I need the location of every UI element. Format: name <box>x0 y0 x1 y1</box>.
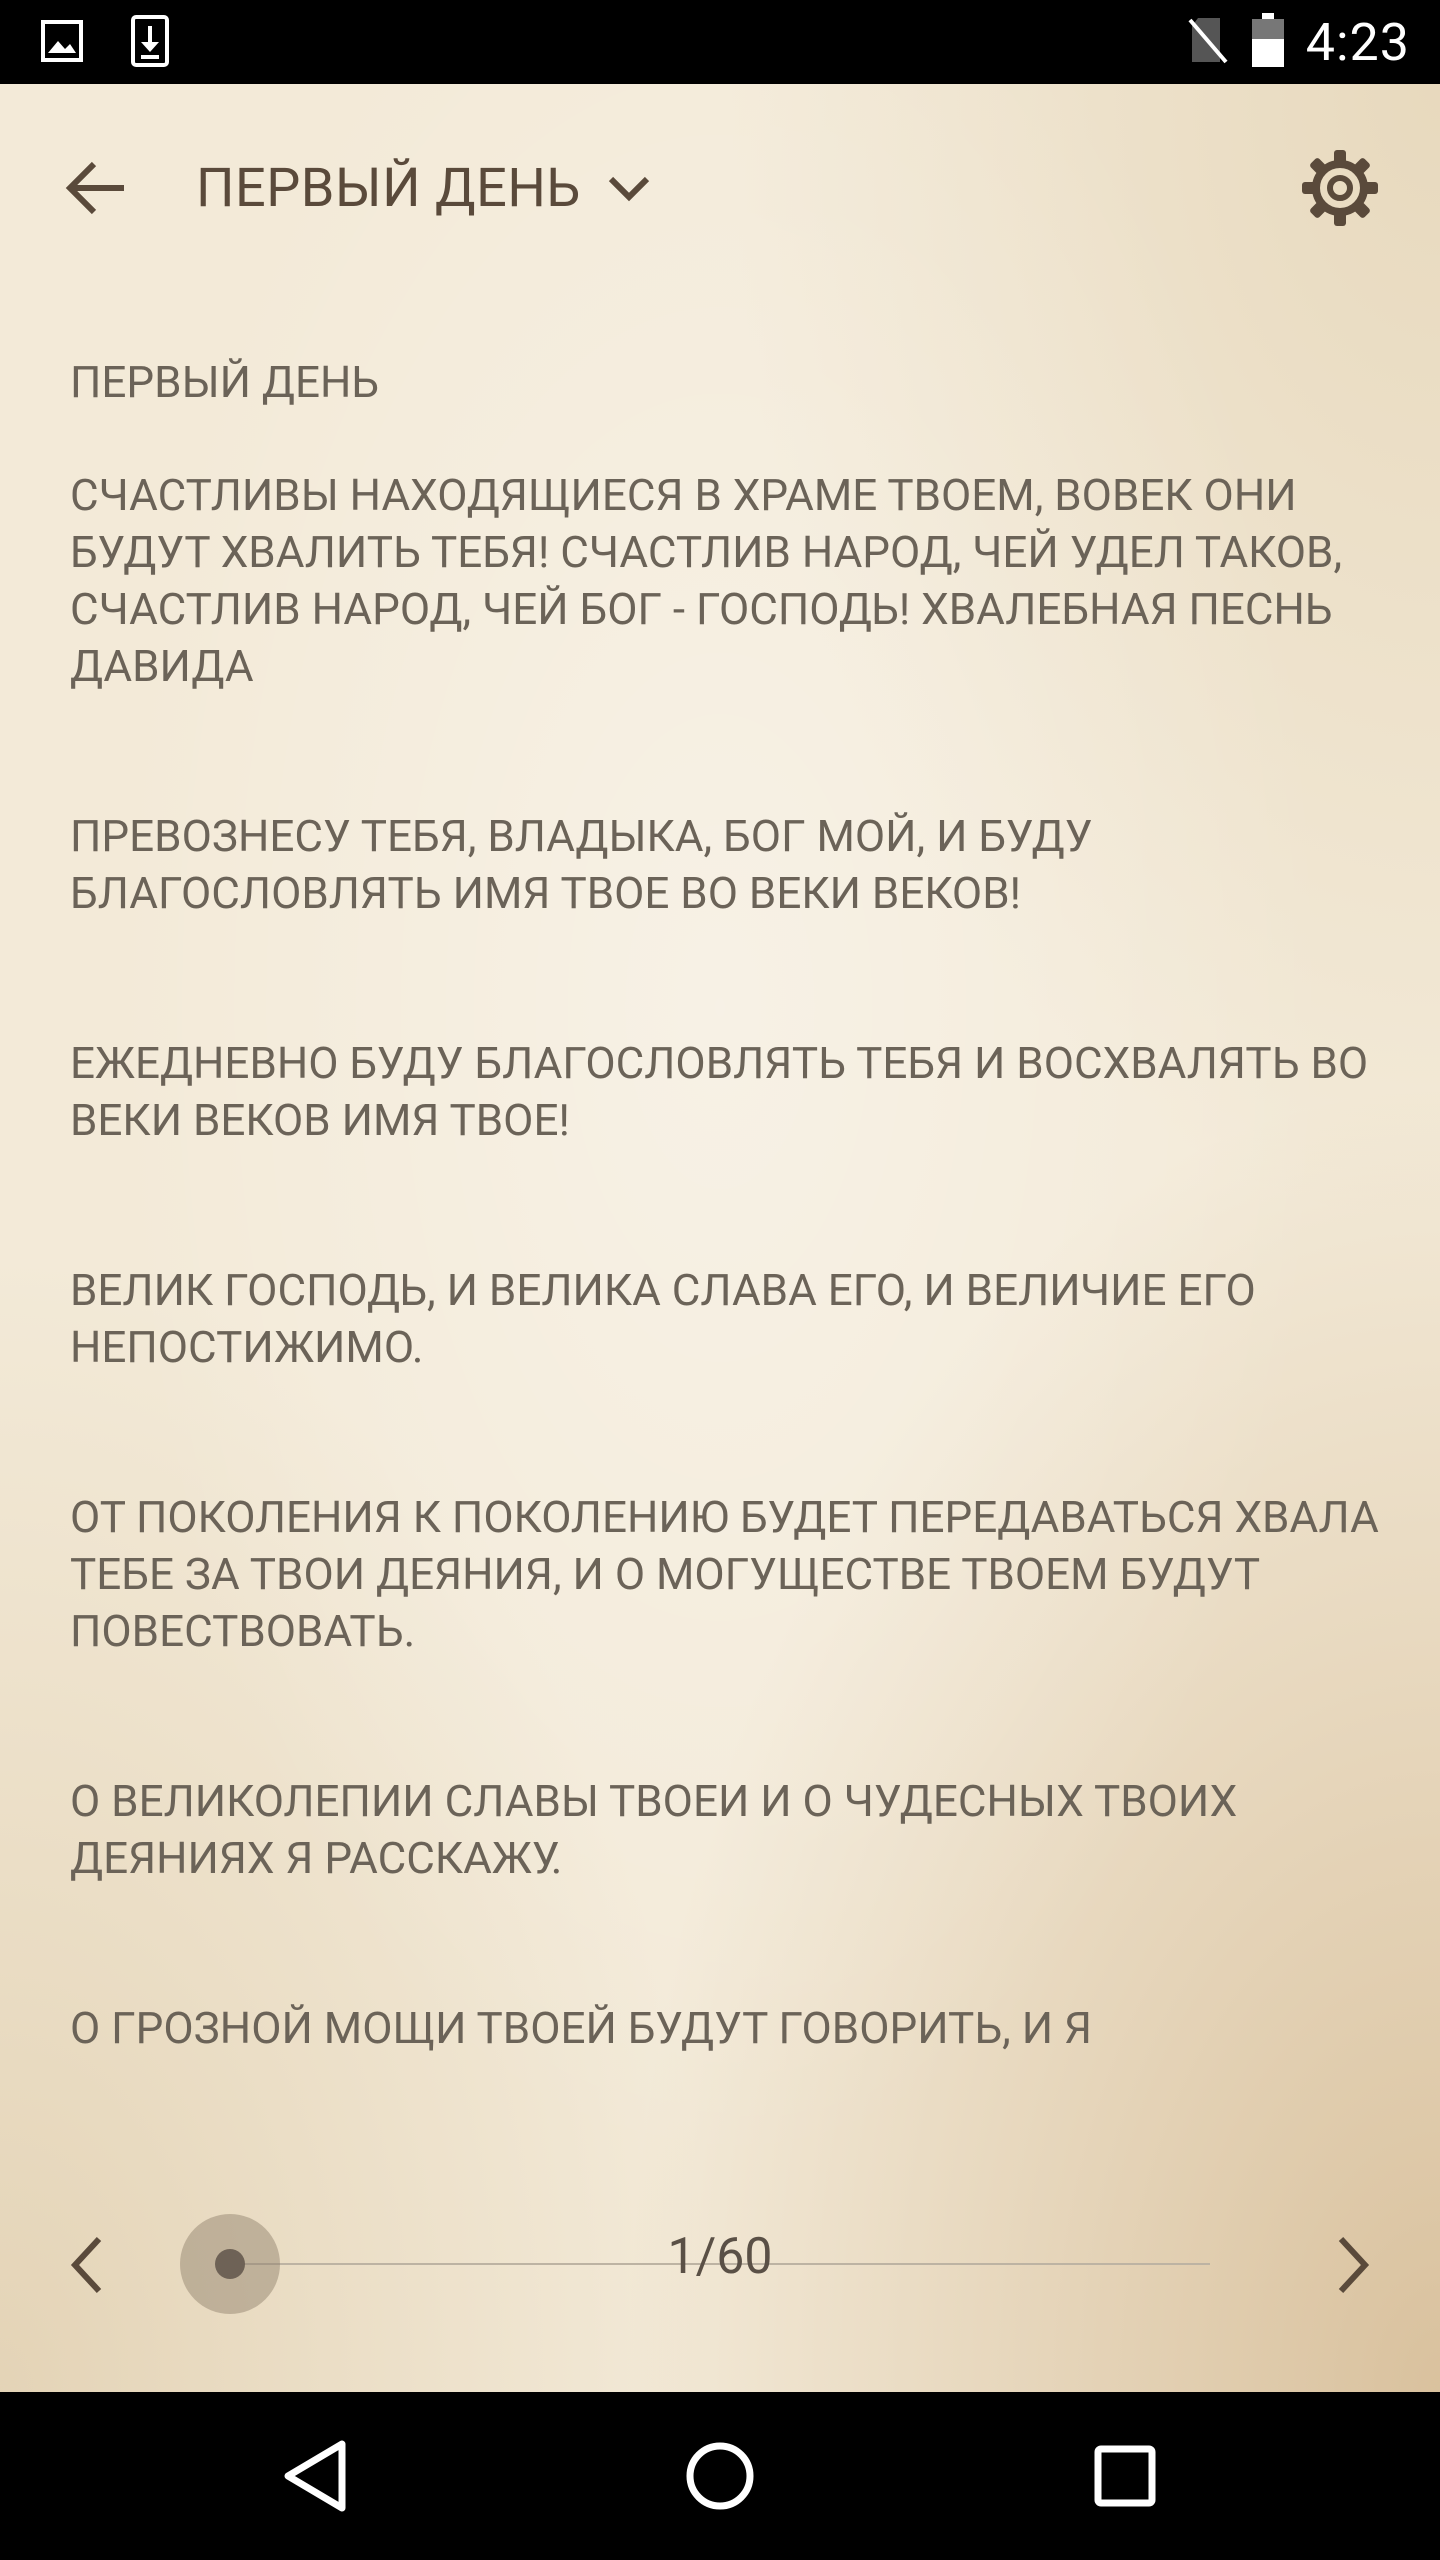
chevron-down-icon <box>607 173 651 203</box>
download-icon <box>130 14 170 72</box>
reading-content <box>70 354 1380 2170</box>
back-button[interactable] <box>56 148 136 228</box>
verse-paragraph: СЧАСТЛИВЫ НАХОДЯЩИЕСЯ В ХРАМЕ ТВОЕМ, ВОВЕК ОНИ БУДУТ ХВАЛИТЬ ТЕБЯ! СЧАСТЛИВ НАРОД, ЧЕЙ УДЕЛ ТАКОВ, СЧАСТЛИВ НАРОД, ЧЕЙ БОГ - ГОСПОДЬ! ХВАЛЕБНАЯ ПЕСНЬ ДАВИДА <box>70 469 1343 692</box>
battery-icon <box>1252 13 1284 71</box>
reader-navigation <box>0 2188 1440 2388</box>
reader-screen <box>0 84 1440 2392</box>
verse-paragraph: ЕЖЕДНЕВНО БУДУ БЛАГОСЛОВЛЯТЬ ТЕБЯ И ВОСХВАЛЯТЬ ВО ВЕКИ ВЕКОВ ИМЯ ТВОЕ! <box>70 1037 1369 1146</box>
square-recents-icon <box>1093 2444 1157 2508</box>
circle-home-icon <box>684 2440 756 2512</box>
gear-icon <box>1300 148 1380 228</box>
verse-paragraph: ОТ ПОКОЛЕНИЯ К ПОКОЛЕНИЮ БУДЕТ ПЕРЕДАВАТЬСЯ ХВАЛА ТЕБЕ ЗА ТВОИ ДЕЯНИЯ, И О МОГУЩЕСТВЕ ТВОЕМ БУДУТ ПОВЕСТВОВАТЬ. <box>70 1491 1379 1657</box>
page-title: ПЕРВЫЙ ДЕНЬ <box>196 156 581 220</box>
image-icon <box>40 19 84 67</box>
status-bar <box>0 0 1440 84</box>
nav-home-button[interactable] <box>670 2426 770 2526</box>
status-bar-system <box>1186 0 1410 84</box>
page-indicator: 1/60 <box>667 2228 773 2286</box>
clock: 4:23 <box>1305 11 1410 73</box>
status-bar-notifications <box>40 14 170 72</box>
verse-paragraph: О ВЕЛИКОЛЕПИИ СЛАВЫ ТВОЕИ И О ЧУДЕСНЫХ ТВОИХ ДЕЯНИЯХ Я РАССКАЖУ. <box>70 1775 1238 1884</box>
nav-back-button[interactable] <box>265 2426 365 2526</box>
content-heading: ПЕРВЫЙ ДЕНЬ <box>70 356 380 408</box>
verse-paragraph: ВЕЛИК ГОСПОДЬ, И ВЕЛИКА СЛАВА ЕГО, И ВЕЛИЧИЕ ЕГО НЕПОСТИЖИМО. <box>70 1264 1256 1373</box>
nav-recents-button[interactable] <box>1075 2426 1175 2526</box>
settings-button[interactable] <box>1292 140 1388 236</box>
verse-paragraph: ПРЕВОЗНЕСУ ТЕБЯ, ВЛАДЫКА, БОГ МОЙ, И БУДУ БЛАГОСЛОВЛЯТЬ ИМЯ ТВОЕ ВО ВЕКИ ВЕКОВ! <box>70 810 1093 919</box>
chapter-dropdown[interactable] <box>196 148 651 228</box>
verse-paragraph: О ГРОЗНОЙ МОЩИ ТВОЕЙ БУДУТ ГОВОРИТЬ, И Я <box>70 2002 1093 2054</box>
no-sim-icon <box>1186 14 1230 70</box>
triangle-back-icon <box>280 2438 350 2514</box>
toolbar <box>0 84 1440 280</box>
system-nav-bar <box>0 2392 1440 2560</box>
arrow-left-icon <box>64 160 128 216</box>
